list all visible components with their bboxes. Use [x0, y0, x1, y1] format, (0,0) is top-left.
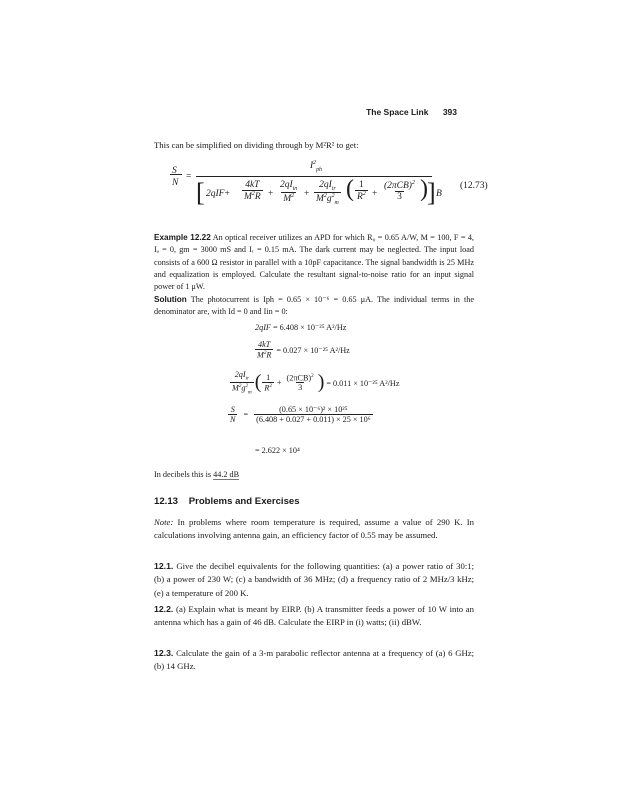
- db-value: 44.2 dB: [213, 470, 240, 479]
- problem-number: 12.2.: [154, 604, 174, 614]
- problem-text: Give the decibel equivalents for the following quantities: (a) a power ratio of 30:1; (b) a power of 230 W; (c) a bandwidth of 36 MHz; (d) a frequency ratio of 2 MHz/3 kHz; (e) a temperature of 200 K.: [154, 561, 475, 598]
- example-block: [154, 232, 474, 293]
- equation-number: (12.73): [460, 181, 488, 191]
- problem-1: [154, 560, 474, 600]
- solution-block: [154, 294, 474, 319]
- solution-label: Solution: [154, 295, 187, 304]
- db-prefix: In decibels this is: [154, 470, 212, 479]
- note-text: In problems where room temperature is required, assume a value of 290 K. In calculations involving antenna gain, an efficiency factor of 0.55 may be assumed.: [154, 517, 475, 541]
- problem-number: 12.1.: [154, 561, 174, 571]
- running-head: [354, 107, 457, 117]
- snr-result: = 2.622 × 10⁴: [255, 446, 300, 455]
- snr-denominator: (6.408 + 0.027 + 0.011) × 25 × 10⁶: [256, 415, 371, 424]
- solution-text: The photocurrent is Iph = 0.65 × 10⁻⁶ = 0.65 μA. The individual terms in the denominator are, with Id = 0 and Iin = 0:: [154, 295, 474, 317]
- section-number: 12.13: [154, 496, 179, 507]
- problem-2: [154, 603, 474, 630]
- term-3: $\frac{2qI_{ir}}{M^2g^2_m}$ ( $\frac{1}{R^2}$ + $\frac{(2\pi CB)^2}{3}$ ) = 0.011 × 10⁻²⁵ A²/Hz: [232, 370, 400, 396]
- section-heading: [154, 496, 300, 507]
- db-line: [154, 470, 239, 479]
- note-block: [154, 516, 474, 543]
- page-number: 393: [442, 107, 457, 117]
- equation-12-73: S N = $I^2_{ph}$ [ 2qIF+ $\frac{4kT}{M^2R}$ + $\frac{2qI_{in}}{M^2}$ + $\frac{2qI_{ir}}{M^2g^2_m}$ ( $\frac{1}{R^2}$ + $\frac{(2\pi CB)^2}{3}$ ) ] B (12.73): [172, 160, 488, 207]
- problem-number: 12.3.: [154, 648, 174, 658]
- problem-text: (a) Explain what is meant by EIRP. (b) A transmitter feeds a power of 10 W into an antenna which has a gain of 46 dB. Calculate the EIRP in (i) watts; (ii) dBW.: [154, 604, 474, 628]
- running-head-title: The Space Link: [366, 107, 429, 117]
- problem-text: Calculate the gain of a 3-m parabolic reflector antenna at a frequency of (a) 6 GHz; (b) 14 GHz.: [154, 648, 475, 672]
- note-label: Note:: [154, 517, 174, 527]
- term-1: 2qIF = 6.408 × 10⁻²⁵ A²/Hz: [255, 323, 347, 332]
- section-title: Problems and Exercises: [188, 496, 300, 507]
- term-2: $\frac{4kT}{M^2R}$ = 0.027 × 10⁻²⁵ A²/Hz: [257, 340, 350, 360]
- example-text: An optical receiver utilizes an APD for which R₀ = 0.65 A/W, M = 100, F = 4, Iₐ = 0, gm = 3000 mS and Iᵣ = 0.15 mA. The dark current may be neglected. The input load consists of a 600 Ω resistor in parallel with a 10pF capacitance. The signal bandwidth is 25 MHz and equalization is employed. Calculate the resultant signal-to-noise ratio for an input signal power of 1 μW.: [154, 233, 474, 292]
- term-2-value: = 0.027 × 10⁻²⁵ A²/Hz: [276, 345, 350, 355]
- snr-numerator: (0.65 × 10⁻⁶)² × 10²⁵: [279, 405, 348, 414]
- intro-text: This can be simplified on dividing through by M²R² to get:: [154, 140, 359, 150]
- term-3-value: = 0.011 × 10⁻²⁵ A²/Hz: [326, 378, 400, 388]
- example-label: Example 12.22: [154, 233, 211, 242]
- problem-3: [154, 647, 474, 674]
- snr-equation: $\frac{S}{N}$ = $\frac{\text{(0.65 × 10⁻⁶)² × 10²⁵}}{\text{(6.408 + 0.027 + 0.011) × 25 × 10⁶}}$: [230, 404, 371, 424]
- term-1-value: = 6.408 × 10⁻²⁵ A²/Hz: [272, 323, 347, 332]
